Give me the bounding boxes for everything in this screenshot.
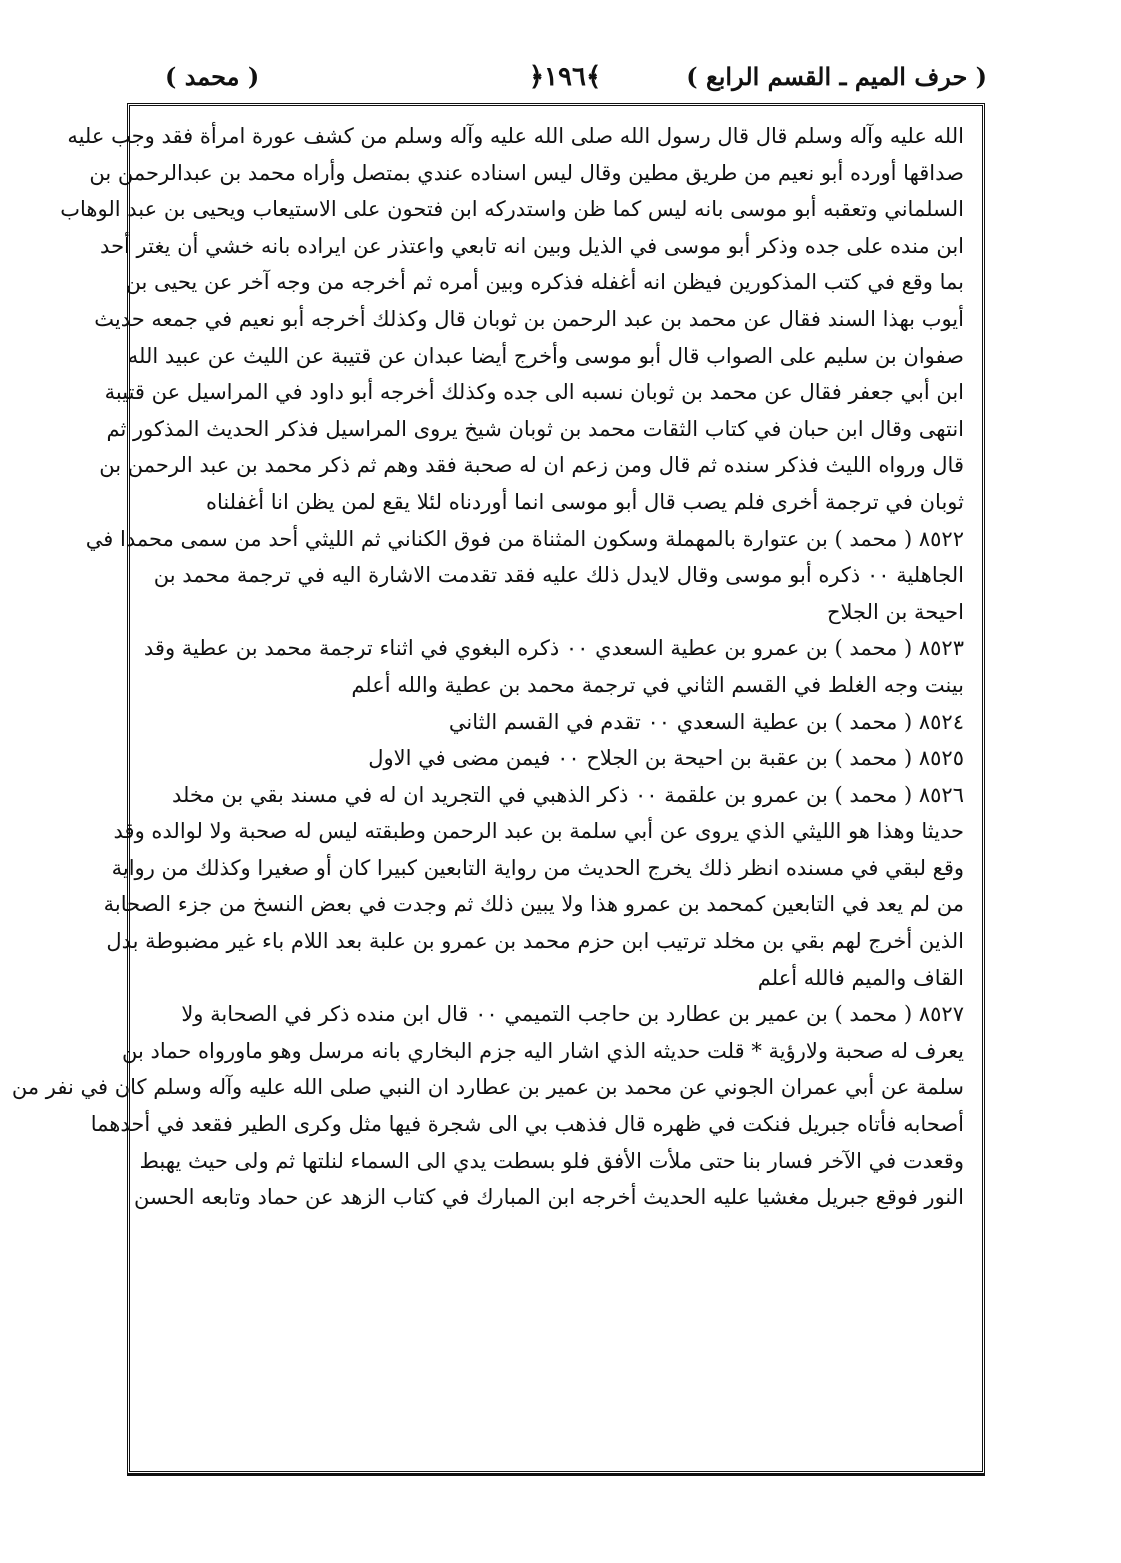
- text-line: يعرف له صحبة ولارؤية * قلت حديثه الذي اشار اليه جزم البخاري بانه مرسل وهو ماورواه حماد بن: [121, 1038, 964, 1063]
- text-line: ابن منده على جده وذكر أبو موسى في الذيل وبين انه تابعي واعتذر عن ايراده بانه خشي أن يغتر أحد: [100, 233, 964, 258]
- text-line: أيوب بهذا السند فقال عن محمد بن عبد الرحمن بن ثوبان قال وكذلك أخرجه أبو نعيم في جمعه حديث: [94, 306, 964, 331]
- text-line: السلماني وتعقبه أبو موسى بانه ليس كما ظن واستدركه ابن فتحون على الاستيعاب ويحيى بن عبد الوهاب: [60, 197, 964, 222]
- text-line: وقعدت في الآخر فسار بنا حتى ملأت الأفق فلو بسطت يدي الى السماء لنلتها ثم ولى حيث يهبط: [139, 1148, 964, 1173]
- text-line: حديثا وهذا هو الليثي الذي يروى عن أبي سلمة بن عبد الرحمن وطبقته ليس له صحبة ولا لوالده وقد: [113, 819, 964, 844]
- text-line: احيحة بن الجلاح: [826, 599, 964, 624]
- text-line: صداقها أورده أبو نعيم من طريق مطين وقال ليس اسناده عندي بمتصل وأراه محمد بن عبدالرحمن بن: [89, 160, 964, 185]
- text-line: من لم يعد في التابعين كمحمد بن عمرو هذا ولا يبين ذلك ثم وجدت في بعض النسخ من جزء الصحابة: [103, 892, 964, 917]
- entry-8527: ٨٥٢٧ ( محمد ) بن عمير بن عطارد بن حاجب التميمي ٠٠ قال ابن منده ذكر في الصحابة ولا: [181, 1002, 964, 1027]
- text-line: الذين أخرج لهم بقي بن مخلد ترتيب ابن حزم محمد بن عمرو بن علبة بعد اللام باء غير مضبوطة بدل: [106, 929, 964, 954]
- text-line: الجاهلية ٠٠ ذكره أبو موسى وقال لايدل ذلك عليه فقد تقدمت الاشارة اليه في ترجمة محمد بن: [153, 563, 964, 588]
- chapter-heading: ( حرف الميم ـ القسم الرابع ): [686, 62, 987, 91]
- body-text: [11, 118, 964, 1463]
- text-line: سلمة عن أبي عمران الجوني عن محمد بن عمير بن عطارد ان النبي صلى الله عليه وآله وسلم كان في نفر من: [11, 1075, 964, 1100]
- text-line: صفوان بن سليم على الصواب قال أبو موسى وأخرج أيضا عبدان عن قتيبة عن الليث عن عبيد الله: [127, 343, 964, 368]
- text-line: الله عليه وآله وسلم قال قال رسول الله صلى الله عليه وآله وسلم من كشف عورة امرأة فقد وجب عليه: [67, 124, 964, 148]
- text-line: ابن أبي جعفر فقال عن محمد بن ثوبان نسبه الى جده وكذلك أخرجه أبو داود في المراسيل عن قتيبة: [104, 380, 964, 405]
- text-line: ثوبان في ترجمة أخرى فلم يصب قال أبو موسى انما أوردناه لئلا يقع لمن يظن انا أغفلناه: [205, 489, 964, 514]
- entry-8522: ٨٥٢٢ ( محمد ) بن عتوارة بالمهملة وسكون المثناة من فوق الكناني ثم الليثي أحد من سمى محمدا في: [85, 526, 964, 551]
- text-line: وقع لبقي في مسنده انظر ذلك يخرج الحديث من رواية التابعين كبيرا كان أو صغيرا وكذلك من رواية: [111, 855, 964, 880]
- page-header: [135, 62, 987, 102]
- text-line: القاف والميم فالله أعلم: [757, 965, 964, 990]
- text-line: انتهى وقال ابن حبان في كتاب الثقات محمد بن ثوبان شيخ يروى المراسيل فذكر الحديث المذكور ثم: [106, 416, 964, 441]
- text-line: بما وقع في كتب المذكورين فيظن انه أغفله فذكره وبين أمره ثم أخرجه من وجه آخر عن يحيى بن: [125, 270, 964, 295]
- text-line: أصحابه فأتاه جبريل فنكت في ظهره قال فذهب بي الى شجرة فيها مثل وكرى الطير فقعد في أحدهما: [90, 1112, 964, 1137]
- entry-8523: ٨٥٢٣ ( محمد ) بن عمرو بن عطية السعدي ٠٠ ذكره البغوي في اثناء ترجمة محمد بن عطية وقد: [143, 636, 964, 661]
- text-line: بينت وجه الغلط في القسم الثاني في ترجمة محمد بن عطية والله أعلم: [351, 672, 964, 697]
- text-line: قال ورواه الليث فذكر سنده ثم قال ومن زعم ان له صحبة فقد وهم ثم ذكر محمد بن عبد الرحمن بن: [99, 453, 964, 478]
- entry-8525: ٨٥٢٥ ( محمد ) بن عقبة بن احيحة بن الجلاح ٠٠ فيمن مضى في الاول: [368, 746, 964, 771]
- text-line: النور فوقع جبريل مغشيا عليه الحديث أخرجه ابن المبارك في كتاب الزهد عن حماد وتابعه الحسن: [134, 1185, 964, 1210]
- entry-heading: ( محمد ): [165, 62, 260, 91]
- frame-bottom-rule: [127, 1474, 985, 1480]
- entry-8524: ٨٥٢٤ ( محمد ) بن عطية السعدي ٠٠ تقدم في القسم الثاني: [448, 709, 964, 734]
- page-number: ﴿١٩٦﴾: [528, 62, 602, 92]
- entry-8526: ٨٥٢٦ ( محمد ) بن عمرو بن علقمة ٠٠ ذكر الذهبي في التجريد ان له في مسند بقي بن مخلد: [171, 782, 964, 807]
